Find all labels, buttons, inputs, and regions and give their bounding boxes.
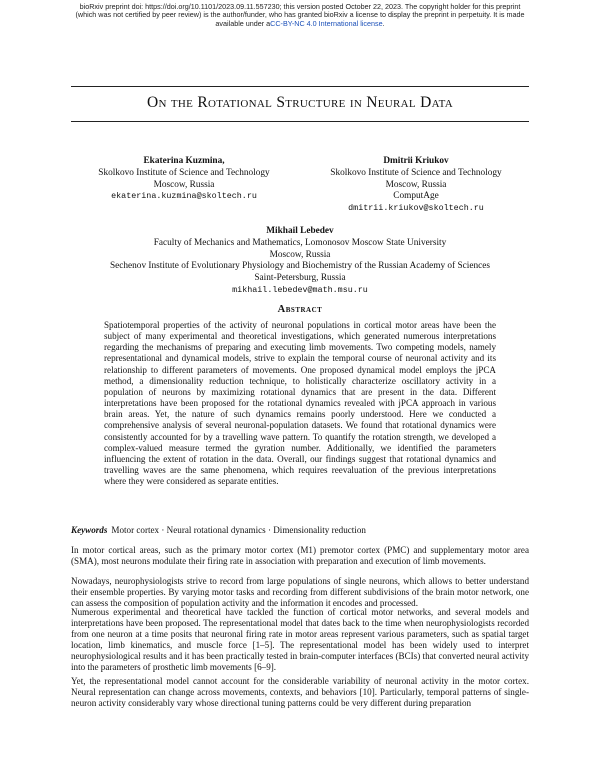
keywords [71,525,529,535]
abstract-heading: Abstract [277,304,323,315]
author-block-2 [306,156,526,215]
abstract-text: Spatiotemporal properties of the activity of neuronal populations in cortical motor areas have been the subject of many experimental and theoretical investigations, which generated numerous interpretations regarding the mechanisms of preparing and executing limb movements. Two competing models, namely representational and dynamical models, strive to explain the temporal course of neuronal activity and its relationship to different parameters of movements. One proposed dynamical model employs the jPCA method, a dimensionality reduction technique, to holistically characterize oscillatory activity in a population of neurons by maximizing rotational dynamics that are present in the data. Different interpretations have been proposed for the rotational dynamics revealed with jPCA approach in various brain areas. Yet, the nature of such dynamics remains poorly understood. Here we conducted a comprehensive analysis of several neuronal-population datasets. We found that rotational dynamics were consistently accounted for by a travelling wave pattern. To quantify the rotation strength, we developed a complex-valued measure termed the gyration number. Additionally, we identified the parameters influencing the extent of rotation in the data. Overall, our findings suggest that rotational dynamics and travelling waves are the same phenomena, which requires reevaluation of the previous interpretations where they were considered as separate entities. [104,320,496,487]
body-paragraph-2: Nowadays, neurophysiologists strive to record from large populations of single neurons, which allows to better understand their ensemble properties. By varying motor tasks and recording from different subdivisions of the brain motor network, one can assess the composition of population activity and the information it encodes and processed. [71,576,529,609]
author-email[interactable]: ekaterina.kuzmina@skoltech.ru [111,191,257,202]
banner-line-2: (which was not certified by peer review) is the author/funder, who has granted bioRxiv a license to display the preprint in perpetuity. It is made [75,10,525,20]
title-rule-top [71,86,529,87]
banner-line-3-suffix: . [382,18,385,28]
banner-line-1: bioRxiv preprint doi: https://doi.org/10.1101/2023.09.11.557230; this version posted October 22, 2023. The copyright holder for this preprint [79,2,521,11]
preprint-banner [0,3,600,28]
body-paragraph-4: Yet, the representational model cannot account for the considerable variability of neuronal activity in the motor cortex. Neural representation can change across movements, contexts, and behaviors [10]. Particularly, temporal patterns of single-neuron activity considerably vary whose directional tuning patterns could be very different during preparation [71,676,529,709]
license-link[interactable]: CC-BY-NC 4.0 International license [270,18,383,28]
author-location: Moscow, Russia [153,179,215,190]
author-affiliation-2: ComputAge [393,191,439,202]
author-block-1 [74,156,294,203]
author-email[interactable]: mikhail.lebedev@math.msu.ru [232,284,368,295]
title-rule-bottom [71,121,529,122]
author-location-2: Saint-Petersburg, Russia [254,273,346,284]
author-location: Moscow, Russia [385,179,447,190]
banner-line-3-prefix: available under a [215,18,271,28]
keywords-text: Motor cortex · Neural rotational dynamics · Dimensionality reduction [111,525,366,535]
author-affiliation: Skolkovo Institute of Science and Technology [330,167,502,178]
keywords-label: Keywords [71,525,108,535]
author-affiliation: Skolkovo Institute of Science and Technology [98,167,270,178]
author-email[interactable]: dmitrii.kriukov@skoltech.ru [348,203,484,214]
banner-line-3 [0,20,600,28]
author-name: Mikhail Lebedev [266,226,334,236]
author-name: Dmitrii Kriukov [383,156,449,166]
author-name: Ekaterina Kuzmina, [143,156,225,166]
author-location: Moscow, Russia [269,249,331,260]
author-affiliation-2: Sechenov Institute of Evolutionary Physiology and Biochemistry of the Russian Academy of Sciences [109,261,491,272]
paper-title: On the Rotational Structure in Neural Data [147,94,453,111]
author-block-3 [71,226,529,297]
body-paragraph-1: In motor cortical areas, such as the primary motor cortex (M1) premotor cortex (PMC) and supplementary motor area (SMA), most neurons modulate their firing rate in association with preparation and execution of limb movements. [71,545,529,567]
body-paragraph-3: Numerous experimental and theoretical have tackled the function of cortical motor networks, and several models and interpretations have been proposed. The representational model that dates back to the time when neurophysiologists recorded from one neuron at a time posits that neuronal firing rate in motor areas represent various parameters, such as spatial target location, limb kinematics, and muscle force [1–5]. The representational model has been widely used to interpret neurophysiological results and it has been practically tested in brain-computer interfaces (BCIs) that converted neural activity into the parameters of prosthetic limb movements [6–9]. [71,607,529,673]
author-affiliation: Faculty of Mechanics and Mathematics, Lomonosov Moscow State University [153,237,447,248]
